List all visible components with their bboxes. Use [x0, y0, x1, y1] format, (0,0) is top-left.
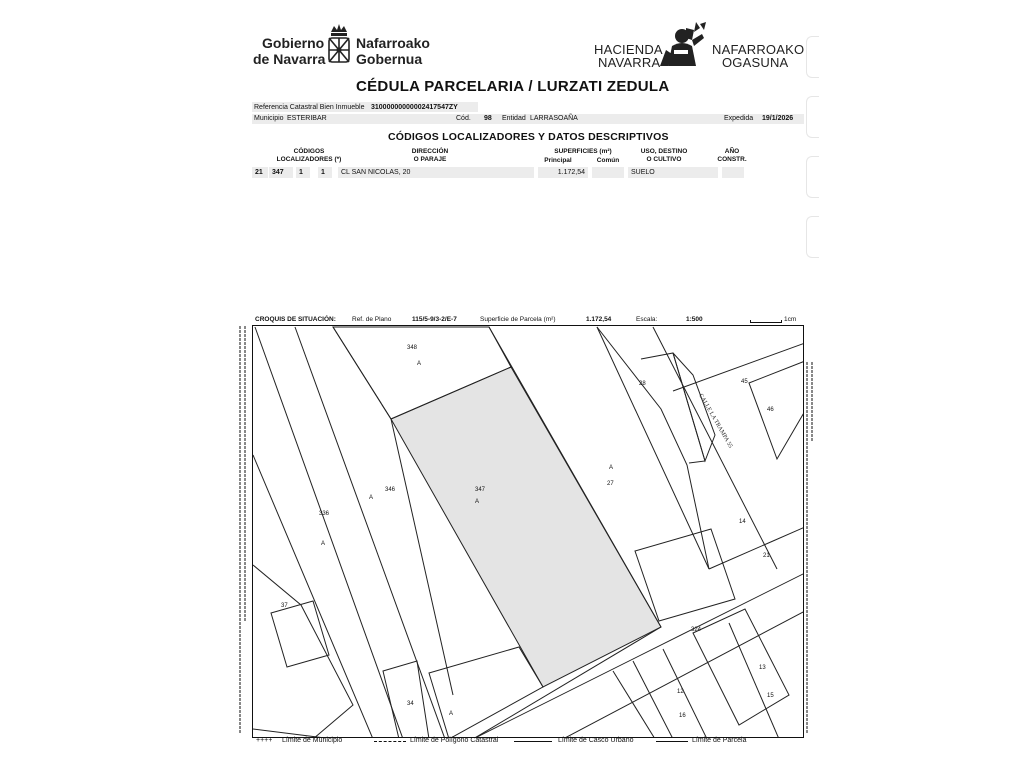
superficie-parcela-value: 1.172,54 — [586, 316, 612, 323]
map-legend — [252, 736, 804, 746]
nafarroako-line2: Gobernua — [356, 51, 423, 67]
cell-c3: 1 — [296, 167, 310, 178]
cell-ano — [722, 167, 744, 178]
cadastral-map — [253, 315, 804, 738]
entidad-label: Entidad — [502, 115, 526, 122]
label-37: 37 — [281, 603, 288, 609]
municipio-value: ESTERIBAR — [287, 115, 327, 122]
col-direccion — [400, 148, 460, 164]
croquis-label: CROQUIS DE SITUACIÓN: — [255, 316, 336, 323]
legend-poligono-symbol — [374, 741, 406, 742]
col-codigos-l1: CÓDIGOS — [293, 148, 325, 155]
label-12: 12 — [677, 689, 684, 695]
cell-c1: 21 — [252, 167, 268, 178]
legend-poligono: Límite de Polígono Catastral — [410, 737, 499, 744]
expedida-value: 19/1/2026 — [762, 115, 794, 122]
gobierno-line2: de Navarra — [253, 51, 326, 67]
ogasuna-line2: OGASUNA — [722, 55, 789, 70]
label-a-27: A — [609, 465, 614, 471]
side-tab-2[interactable] — [806, 96, 819, 138]
right-legal-note — [803, 322, 817, 738]
col-principal: Principal — [544, 157, 572, 164]
hacienda-line2: NAVARRA — [598, 55, 661, 70]
label-324: 324 — [691, 627, 702, 633]
section-title: CÓDIGOS LOCALIZADORES Y DATOS DESCRIPTIVOS — [388, 131, 669, 143]
label-27: 27 — [607, 481, 614, 487]
entidad-value: LARRASOAÑA — [530, 115, 578, 122]
nafarroako-line1: Nafarroako — [356, 35, 430, 51]
label-348: 348 — [407, 345, 418, 351]
cell-direccion: CL SAN NICOLAS, 20 — [338, 167, 534, 178]
municipio-label: Municipio — [254, 115, 284, 122]
side-tab-4[interactable] — [806, 216, 819, 258]
nafarroako-text — [356, 35, 430, 51]
left-legal-note — [236, 322, 252, 738]
legend-parcela-symbol — [656, 741, 688, 742]
superficie-parcela-label: Superficie de Parcela (m²) — [480, 316, 556, 323]
label-28: 28 — [639, 381, 646, 387]
label-45: 45 — [741, 379, 748, 385]
cell-principal: 1.172,54 — [538, 167, 588, 178]
col-codigos — [264, 148, 354, 164]
side-tab-3[interactable] — [806, 156, 819, 198]
label-347: 347 — [475, 487, 486, 493]
label-a-347: A — [475, 499, 480, 505]
ref-label: Referencia Catastral Bien Inmueble — [254, 104, 365, 111]
legend-parcela: Límite de Parcela — [692, 737, 747, 744]
cell-c4: 1 — [318, 167, 332, 178]
ref-plano-value: 115/5-9/3-2/E-7 — [412, 316, 457, 323]
label-34: 34 — [407, 701, 414, 707]
ref-plano-label: Ref. de Plano — [352, 316, 392, 323]
legend-municipio-symbol: ++++ — [256, 737, 273, 744]
label-a-336: A — [321, 541, 326, 547]
col-superficies — [538, 148, 628, 156]
col-uso — [636, 148, 692, 164]
col-ano — [712, 148, 752, 164]
col-ano-l2: CONSTR. — [717, 156, 747, 163]
cell-uso: SUELO — [628, 167, 718, 178]
label-13: 13 — [759, 665, 766, 671]
municipio-band — [252, 114, 804, 124]
cod-label: Cód. — [456, 115, 471, 122]
parcel-347-highlight[interactable] — [391, 367, 661, 687]
label-16: 16 — [679, 713, 686, 719]
gobierno-text-2 — [253, 51, 325, 67]
legend-casco: Límite de Casco Urbano — [558, 737, 634, 744]
label-336: 336 — [319, 511, 330, 517]
scale-bar — [750, 320, 782, 323]
label-a-bottom: A — [449, 711, 454, 717]
navarra-emblem-icon — [326, 22, 352, 66]
escala-value: 1:500 — [686, 316, 703, 323]
cod-value: 98 — [484, 115, 492, 122]
label-14: 14 — [739, 519, 746, 525]
map-header — [252, 314, 804, 326]
gobernua-text — [356, 51, 422, 67]
expedida-label: Expedida — [724, 115, 754, 122]
col-superficies-l1: SUPERFICIES (m²) — [554, 148, 612, 155]
gobierno-text — [262, 35, 324, 51]
label-46: 46 — [767, 407, 774, 413]
side-tab-1[interactable] — [806, 36, 819, 78]
gobierno-line1: Gobierno — [262, 35, 325, 51]
col-direccion-l2: O PARAJE — [413, 156, 447, 163]
col-ano-l1: AÑO — [724, 148, 740, 155]
escala-label: Escala: — [636, 316, 658, 323]
col-comun: Común — [596, 157, 620, 164]
ref-value: 31000000000002417547ZY — [371, 104, 458, 111]
col-codigos-l2: LOCALIZADORES (*) — [276, 156, 342, 163]
col-uso-l2: O CULTIVO — [646, 156, 682, 163]
cell-comun — [592, 167, 624, 178]
hacienda-line1: HACIENDA — [594, 42, 663, 57]
label-a-346: A — [369, 495, 374, 501]
hacienda-figure-icon — [656, 20, 712, 68]
label-346: 346 — [385, 487, 396, 493]
scale-unit: 1cm — [784, 316, 797, 323]
label-a-348: A — [417, 361, 422, 367]
legend-casco-symbol — [514, 741, 552, 742]
ogasuna-line1: NAFARROAKO — [712, 42, 805, 57]
document-title: CÉDULA PARCELARIA / LURZATI ZEDULA — [356, 78, 670, 95]
col-direccion-l1: DIRECCIÓN — [411, 148, 449, 155]
legend-municipio: Límite de Municipio — [282, 737, 343, 744]
label-15: 15 — [767, 693, 774, 699]
map-frame[interactable] — [252, 314, 804, 738]
col-uso-l1: USO, DESTINO — [640, 148, 688, 155]
cell-c2: 347 — [269, 167, 293, 178]
label-21: 21 — [763, 553, 770, 559]
street-label: CALLE LA TRAMPA 55 — [697, 393, 734, 450]
